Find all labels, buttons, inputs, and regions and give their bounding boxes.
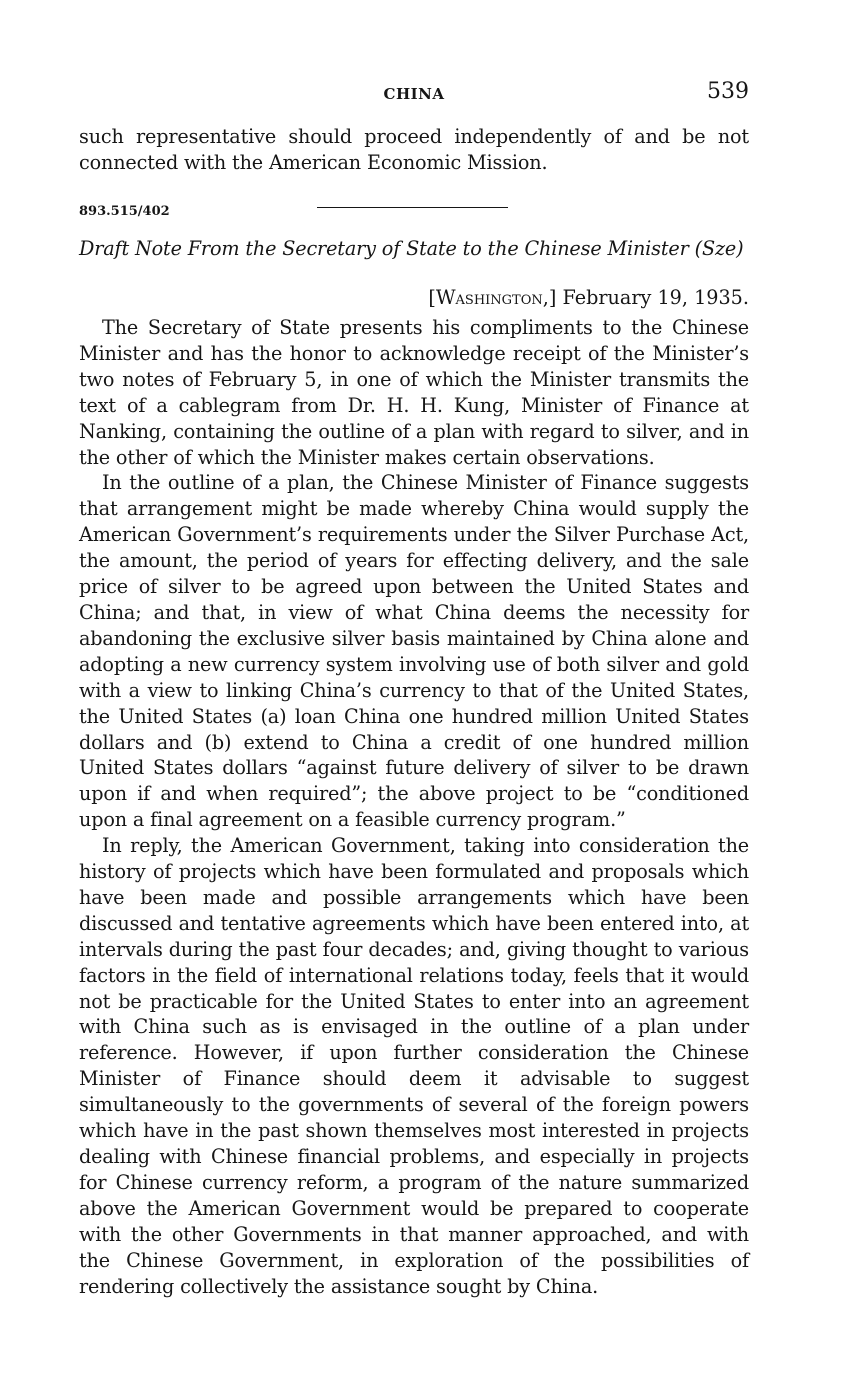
body-paragraph-3: In reply, the American Government, taking into consideration the history of projects which have been formulated and proposals which have been made and possible arrangements which have been discussed and tentative agreements which have been entered into, at intervals during the past four decades; and, giving thought to various factors in the field of international relations today, feels that it would not be practicable for the United States to enter into an agreement with China such as is envisaged in the outline of a plan under reference. However, if upon further consideration the Chinese Minister of Finance should deem it advisable to suggest simultaneously to the governments of several of the foreign powers which have in the past shown themselves most interested in projects dealing with Chinese financial problems, and especially in projects for Chinese currency reform, a program of the nature summarized above the American Government would be prepared to cooperate with the other Governments in that manner approached, and with the Chinese Government, in exploration of the possibilities of rendering collectively the assistance sought by China. bbox=[79, 834, 749, 1298]
page-number: 539 bbox=[707, 79, 749, 104]
body-paragraph-2: In the outline of a plan, the Chinese Minister of Finance suggests that arrangement might be made whereby China would supply the American Government’s requirements under the Silver Purchase Act, the amount, the period of years for effecting delivery, and the sale price of silver to be agreed upon between the United States and China; and that, in view of what China deems the necessity for abandoning the exclusive silver basis maintained by China alone and adopting a new currency system involving use of both silver and gold with a view to linking China’s currency to that of the United States, the United States (a) loan China one hundred million United States dollars and (b) extend to China a credit of one hundred million United States dollars “against future delivery of silver to be drawn upon if and when required”; the above project to be “conditioned upon a final agreement on a feasible currency program.” bbox=[79, 471, 749, 832]
dateline bbox=[428, 286, 749, 309]
continuation-paragraph: such representative should proceed independently of and be not connected with the American Economic Mission. bbox=[79, 125, 749, 174]
dateline-date: February 19, 1935. bbox=[562, 286, 749, 309]
document-title-main: Draft Note From the Secretary of State to the Chinese Minister bbox=[79, 237, 689, 260]
document-title bbox=[79, 237, 749, 260]
dateline-place: [Washington,] bbox=[428, 286, 557, 309]
document-body bbox=[79, 315, 749, 1299]
document-title-name: (Sze) bbox=[694, 237, 744, 260]
section-divider bbox=[317, 207, 508, 208]
running-header bbox=[79, 79, 749, 104]
body-paragraph-1: The Secretary of State presents his compliments to the Chinese Minister and has the honor to acknowledge receipt of the Minister’s two notes of February 5, in one of which the Minister transmits the text of a cablegram from Dr. H. H. Kung, Minister of Finance at Nanking, containing the outline of a plan with regard to silver, and in the other of which the Minister makes certain observations. bbox=[79, 316, 749, 469]
file-reference: 893.515/402 bbox=[79, 204, 170, 219]
running-title: CHINA bbox=[383, 85, 445, 103]
